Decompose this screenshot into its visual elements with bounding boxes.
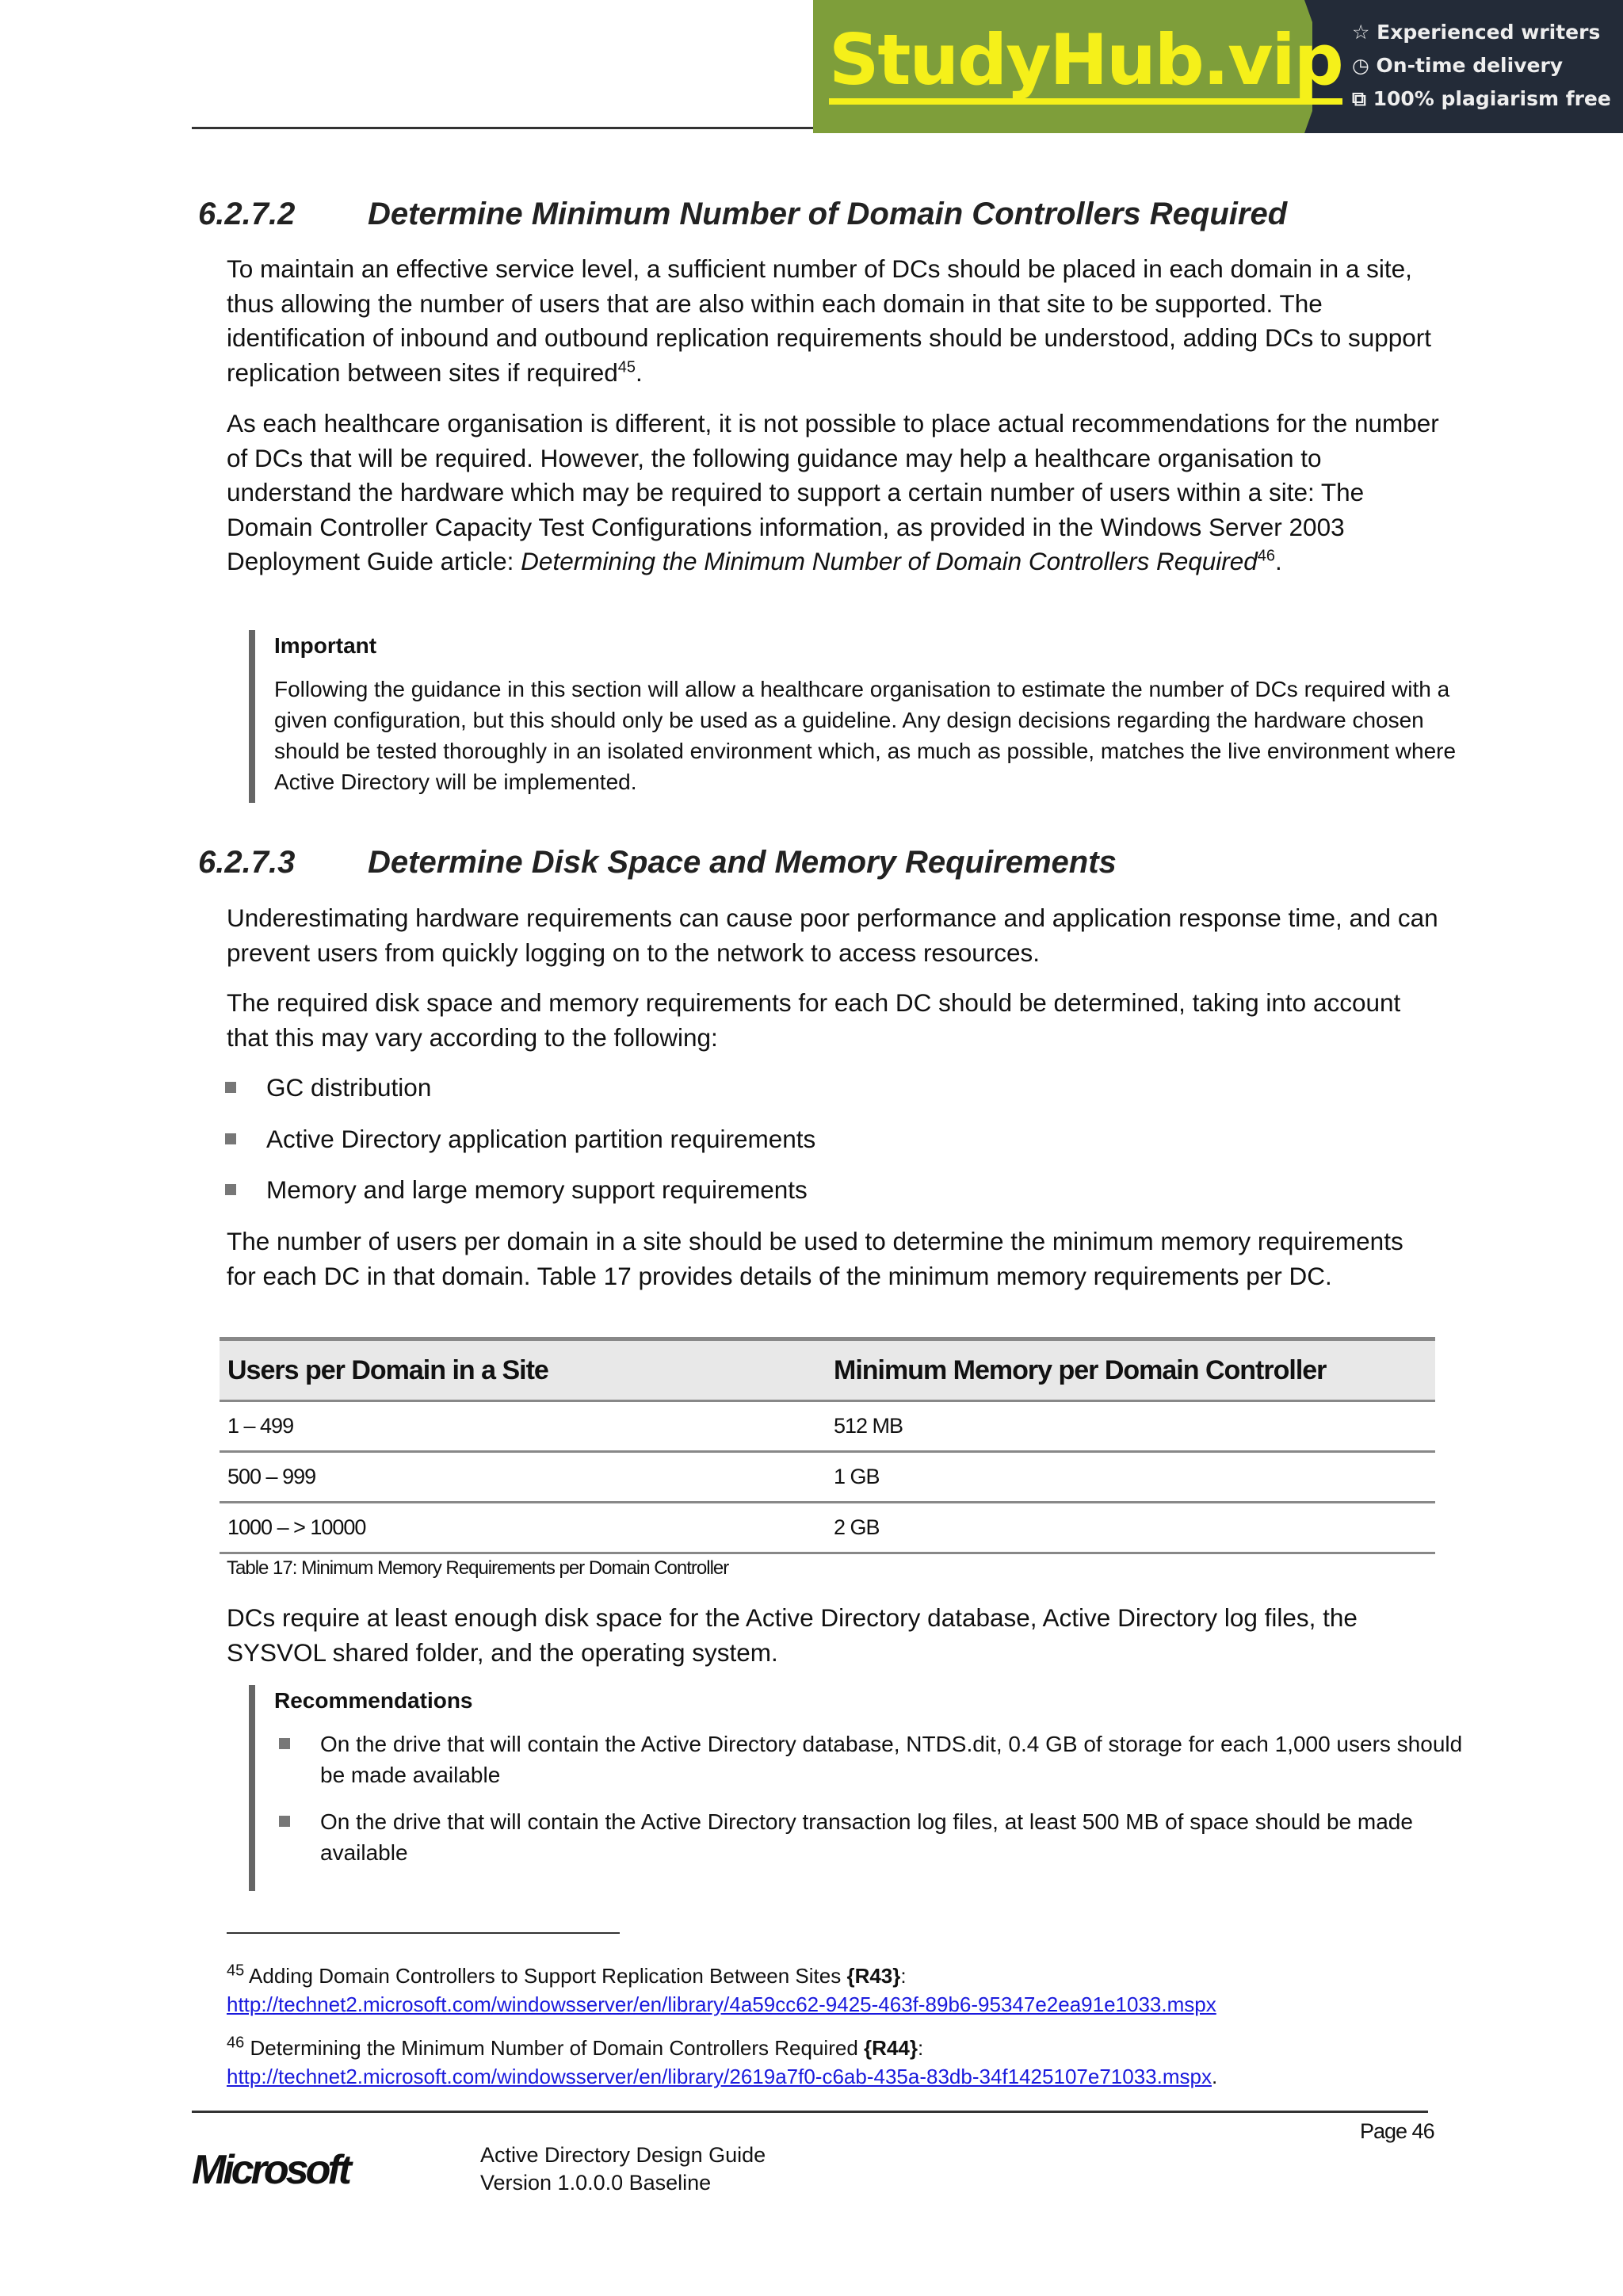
note-title: Recommendations	[274, 1688, 473, 1713]
star-icon: ☆	[1352, 21, 1370, 44]
copy-icon: ⧉	[1352, 87, 1366, 110]
table-row	[220, 1452, 1435, 1503]
feature-experienced: ☆ Experienced writers	[1352, 21, 1601, 44]
feature-plagiarism: ⧉ 100% plagiarism free	[1352, 87, 1611, 110]
list-item: GC distribution	[173, 1071, 1439, 1106]
table-header-row	[220, 1339, 1435, 1401]
microsoft-logo: Microsoft	[192, 2147, 349, 2193]
table-cell: 2 GB	[826, 1503, 1435, 1553]
page-number: Page 46	[1360, 2119, 1434, 2143]
header-rule	[192, 127, 818, 129]
table-cell: 1 – 499	[220, 1401, 826, 1452]
recommendations-note	[249, 1685, 1463, 1891]
section-number: 6.2.7.2	[198, 197, 296, 231]
clock-icon: ◷	[1352, 54, 1369, 77]
column-header: Minimum Memory per Domain Controller	[826, 1339, 1435, 1401]
important-note	[249, 630, 1463, 803]
footnote-link[interactable]: http://technet2.microsoft.com/windowsserver/en/library/4a59cc62-9425-463f-89b6-95347e2ea91e1033.mspx	[227, 1992, 1216, 2016]
list-item: On the drive that will contain the Active Directory transaction log files, at least 500 MB of space should be made available	[274, 1806, 1463, 1868]
table-cell: 1000 – > 10000	[220, 1503, 826, 1553]
paragraph: As each healthcare organisation is different, it is not possible to place actual recommendations for the number of DCs that will be required. However, the following guidance may help a healthcare organisation to understand the hardware which may be required to support a certain number of users within a site: The Domain Controller Capacity Test Configurations information, as provided in the Windows Server 2003 Deployment Guide article: Determining the Minimum Number of Domain Controllers Required$^{46}$.	[227, 409, 1439, 575]
note-title: Important	[274, 633, 377, 658]
footnote-46: $^{46}$ Determining the Minimum Number of Domain Controllers Required {R44}: http://technet2.microsoft.com/windowsserver/en/library/2619a7f0-c6ab-435a-83db-34f1425107e71033.mspx.	[227, 2034, 1218, 2088]
note-text: Following the guidance in this section will allow a healthcare organisation to estimate the number of DCs required with a given configuration, but this should only be used as a guideline. Any design decisions regarding the hardware chosen should be tested thoroughly in an isolated environment which, as much as possible, matches the live environment where Active Directory will be implemented.	[274, 677, 1457, 794]
table-row	[220, 1503, 1435, 1553]
doc-version: Version 1.0.0.0 Baseline	[480, 2171, 712, 2195]
studyhub-banner[interactable]	[813, 0, 1623, 133]
studyhub-logo: StudyHub.vip	[829, 22, 1342, 105]
doc-title: Active Directory Design Guide	[480, 2143, 766, 2167]
feature-ontime: ◷ On-time delivery	[1352, 54, 1564, 77]
footnote-rule	[227, 1932, 620, 1934]
column-header: Users per Domain in a Site	[220, 1339, 826, 1401]
table-row	[220, 1401, 1435, 1452]
footnote-45: $^{45}$ Adding Domain Controllers to Support Replication Between Sites {R43}: http://technet2.microsoft.com/windowsserver/en/library/4a59cc62-9425-463f-89b6-95347e2ea91e1033.mspx	[227, 1962, 1216, 2016]
table-cell: 512 MB	[826, 1401, 1435, 1452]
section-number: 6.2.7.3	[198, 845, 296, 880]
paragraph: The number of users per domain in a site should be used to determine the minimum memory requirements for each DC in that domain. Table 17 provides details of the minimum memory requirements per DC.	[227, 1227, 1403, 1290]
section-title: Determine Disk Space and Memory Requirements	[368, 845, 1117, 880]
list-item: Active Directory application partition requirements	[173, 1122, 1439, 1157]
table-cell: 1 GB	[826, 1452, 1435, 1503]
paragraph: To maintain an effective service level, a sufficient number of DCs should be placed in each domain in a site, thus allowing the number of users that are also within each domain in that site to be supported. The identification of inbound and outbound replication requirements should be understood, adding DCs to support replication between sites if required$^{45}$.	[227, 254, 1432, 387]
footnote-link[interactable]: http://technet2.microsoft.com/windowsserver/en/library/2619a7f0-c6ab-435a-83db-34f1425107e71033.mspx	[227, 2065, 1212, 2088]
list-item: Memory and large memory support requirements	[173, 1173, 1439, 1208]
bullet-list	[227, 1071, 1439, 1224]
memory-table	[220, 1337, 1435, 1554]
paragraph: The required disk space and memory requirements for each DC should be determined, taking into account that this may vary according to the following:	[227, 988, 1401, 1052]
paragraph: Underestimating hardware requirements can cause poor performance and application response time, and can prevent users from quickly logging on to the network to access resources.	[227, 904, 1438, 967]
footnote-ref[interactable]: 45	[617, 358, 636, 376]
list-item: On the drive that will contain the Active Directory database, NTDS.dit, 0.4 GB of storage for each 1,000 users should be made available	[274, 1729, 1463, 1790]
paragraph: DCs require at least enough disk space for the Active Directory database, Active Directory log files, the SYSVOL shared folder, and the operating system.	[227, 1603, 1358, 1667]
footer-rule	[192, 2111, 1428, 2113]
footnote-ref[interactable]: 46	[1257, 547, 1276, 565]
table-caption: Table 17: Minimum Memory Requirements per Domain Controller	[227, 1557, 729, 1579]
table-cell: 500 – 999	[220, 1452, 826, 1503]
section-title: Determine Minimum Number of Domain Controllers Required	[368, 197, 1288, 231]
footer-doc-info	[480, 2141, 766, 2197]
